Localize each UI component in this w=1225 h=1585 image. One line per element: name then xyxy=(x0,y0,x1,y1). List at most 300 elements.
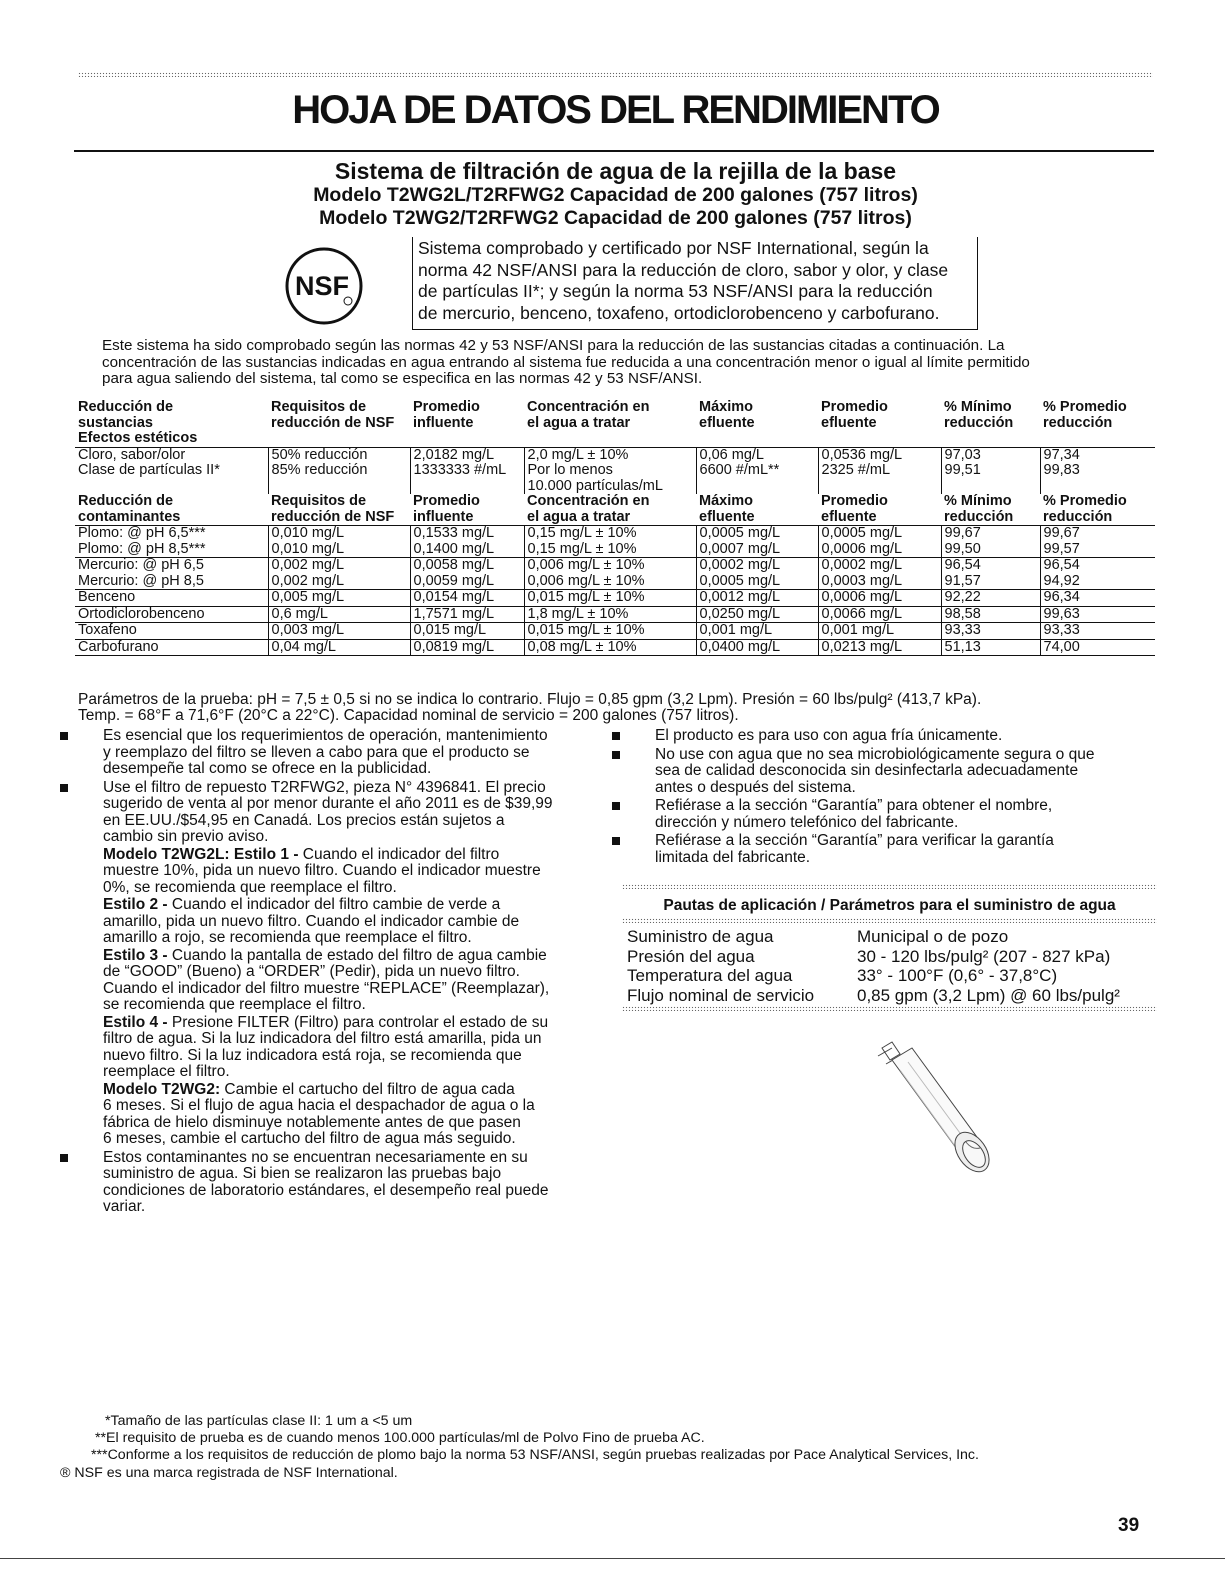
header-line: Concentración en xyxy=(527,399,650,415)
cell-line: 0,0154 mg/L xyxy=(413,589,495,605)
cell-line: 0,006 mg/L ± 10% xyxy=(527,557,645,573)
cell-line: 0,0003 mg/L xyxy=(821,572,903,589)
subtitle: Sistema de filtración de agua de la rejilla de la base xyxy=(334,158,897,184)
instruction-line: de “GOOD” (Bueno) a “ORDER” (Pedir), pida un nuevo filtro. xyxy=(103,963,520,980)
nsf-logo-text: NSF xyxy=(295,271,349,301)
bullet-line: Refiérase a la sección “Garantía” para obtener el nombre, xyxy=(655,797,1053,814)
table-cell xyxy=(1040,558,1155,590)
cell-line: 99,57 xyxy=(1043,540,1080,557)
table-cell xyxy=(410,526,524,558)
bullet-item xyxy=(612,728,1157,745)
guideline-row xyxy=(627,927,1120,947)
column-header xyxy=(524,494,696,526)
guidelines-title: Pautas de aplicación / Parámetros para el suministro de agua xyxy=(663,897,1116,914)
cert-line: Sistema comprobado y certificado por NSF International, según la xyxy=(418,238,929,258)
model-instruction xyxy=(103,1015,600,1081)
table-row xyxy=(75,606,1155,623)
instruction-label: Estilo 3 - xyxy=(103,946,168,964)
cell-line: 0,6 mg/L xyxy=(271,605,328,622)
cell-line: 0,0006 mg/L xyxy=(821,540,903,557)
cell-line: 0,1400 mg/L xyxy=(413,540,495,557)
cell-line: 2,0182 mg/L xyxy=(413,446,495,463)
cell-line: 6600 #/mL** xyxy=(699,462,780,478)
bottom-rule xyxy=(0,1558,1225,1559)
instruction-line xyxy=(103,1082,600,1099)
cert-line: de mercurio, benceno, toxafeno, ortodiclorobenceno y carbofurano. xyxy=(418,302,940,323)
table-cell xyxy=(941,606,1040,623)
instruction-line: nuevo filtro. Si la luz indicadora está roja, se recomienda que xyxy=(103,1046,522,1064)
cell-line: 0,002 mg/L xyxy=(271,572,345,589)
table-header-row xyxy=(75,400,1155,447)
table-cell xyxy=(818,639,941,656)
table-row xyxy=(75,639,1155,656)
cell-line: 1,7571 mg/L xyxy=(413,605,495,622)
table-cell xyxy=(524,558,696,590)
column-header xyxy=(696,494,818,526)
cell-line: 98,58 xyxy=(944,605,981,622)
header-line: efluente xyxy=(699,414,755,431)
bullet-item xyxy=(60,1150,600,1216)
header-line: reducción xyxy=(944,414,1014,431)
bullet-line: suministro de agua. Si bien se realizaron las pruebas bajo xyxy=(103,1165,502,1182)
cert-line: norma 42 NSF/ANSI para la reducción de cloro, sabor y olor, y clase xyxy=(418,259,949,280)
header-line: reducción de NSF xyxy=(271,414,395,431)
cell-line: 0,006 mg/L ± 10% xyxy=(527,572,645,589)
instruction-line: 6 meses, cambie el cartucho del filtro de agua más seguido. xyxy=(103,1130,516,1147)
bullet-line: variar. xyxy=(103,1198,146,1215)
cell-line: 0,0066 mg/L xyxy=(821,605,903,622)
header-line: reducción xyxy=(1043,508,1113,525)
table-cell xyxy=(410,606,524,623)
instruction-line xyxy=(103,948,600,965)
header-line: reducción de NSF xyxy=(271,508,395,525)
table-cell xyxy=(696,447,818,494)
table-cell xyxy=(1040,623,1155,640)
cell-line: Benceno xyxy=(78,589,136,605)
header-line: Efectos estéticos xyxy=(78,430,198,446)
bullet-item xyxy=(612,833,1157,866)
table-cell xyxy=(75,590,268,607)
instruction-line: amarillo, pida un nuevo filtro. Cuando el indicador cambie de xyxy=(103,912,520,930)
header-line: % Promedio xyxy=(1043,493,1127,509)
table-cell xyxy=(268,526,410,558)
instruction-line xyxy=(103,897,600,914)
column-header xyxy=(1040,494,1155,526)
water-filter-illustration xyxy=(860,1030,990,1190)
table-cell xyxy=(941,590,1040,607)
cell-line: 0,0005 mg/L xyxy=(699,572,781,589)
cell-line: 0,001 mg/L xyxy=(699,622,773,638)
model-line-1: Modelo T2WG2L/T2RFWG2 Capacidad de 200 galones (757 litros) xyxy=(313,184,918,206)
bullet-item xyxy=(60,728,600,778)
cell-line: 1,8 mg/L ± 10% xyxy=(527,605,629,622)
certification-box xyxy=(412,237,978,330)
header-line: % Mínimo xyxy=(944,399,1012,415)
bullet-line: sea de calidad desconocida sin desinfectarla adecuadamente xyxy=(655,762,1079,779)
column-header xyxy=(818,494,941,526)
table-cell xyxy=(268,639,410,656)
cell-line: 0,0002 mg/L xyxy=(699,557,781,573)
instruction-line: filtro de agua. Si la luz indicadora del filtro está amarilla, pida un xyxy=(103,1030,542,1047)
cell-line: 0,0536 mg/L xyxy=(821,446,903,463)
table-cell xyxy=(818,623,941,640)
guide-top-dots xyxy=(622,884,1157,889)
cell-line: 99,51 xyxy=(944,462,981,478)
table-cell xyxy=(410,447,524,494)
instruction-line: 0%, se recomienda que reemplace el filtro. xyxy=(103,878,397,896)
table-cell xyxy=(268,590,410,607)
cell-line: 51,13 xyxy=(944,638,981,655)
header-line: Reducción de xyxy=(78,493,174,509)
guideline-label: Presión del agua xyxy=(627,946,755,966)
test-params-line-1: Parámetros de la prueba: pH = 7,5 ± 0,5 si no se indica lo contrario. Flujo = 0,85 gpm (3,2 Lpm). Presión = 60 lbs/pulg² (413,7 kPa). xyxy=(78,691,982,708)
table-row xyxy=(75,526,1155,558)
header-line: reducción xyxy=(944,508,1014,525)
instruction-text: Cuando el indicador del filtro xyxy=(298,845,500,863)
bullet-square-icon xyxy=(612,837,620,845)
cell-line: Plomo: @ pH 6,5*** xyxy=(78,525,206,541)
header-line: Promedio xyxy=(413,493,480,509)
page-number: 39 xyxy=(1118,1515,1140,1536)
instruction-label: Modelo T2WG2: xyxy=(103,1080,221,1098)
header-line: Concentración en xyxy=(527,493,650,509)
instruction-label: Estilo 2 - xyxy=(103,896,168,913)
cell-line: Cloro, sabor/olor xyxy=(78,446,186,463)
table-cell xyxy=(941,558,1040,590)
bullet-line: en EE.UU./$54,95 en Canadá. Los precios están sujetos a xyxy=(103,811,505,829)
bullet-line: condiciones de laboratorio estándares, el desempeño real puede xyxy=(103,1181,549,1199)
bullet-square-icon xyxy=(60,732,68,740)
table-row xyxy=(75,623,1155,640)
cell-line: 0,15 mg/L ± 10% xyxy=(527,525,637,541)
intro-line: Este sistema ha sido comprobado según las normas 42 y 53 NSF/ANSI para la reducción de las sustancias citadas a continuación. La xyxy=(102,337,1005,354)
cell-line: 2,0 mg/L ± 10% xyxy=(527,446,629,463)
cell-line: 0,005 mg/L xyxy=(271,589,345,605)
cell-line: 0,08 mg/L ± 10% xyxy=(527,638,637,655)
table-cell xyxy=(818,590,941,607)
guideline-row xyxy=(627,966,1120,986)
model-instruction xyxy=(103,1082,600,1148)
header-line: efluente xyxy=(821,508,877,525)
cell-line: 0,002 mg/L xyxy=(271,557,345,573)
table-cell xyxy=(524,623,696,640)
cell-line: 0,0006 mg/L xyxy=(821,589,903,605)
table-cell xyxy=(410,590,524,607)
cell-line: 94,92 xyxy=(1043,572,1080,589)
cell-line: Plomo: @ pH 8,5*** xyxy=(78,540,206,557)
cell-line: 0,0250 mg/L xyxy=(699,605,781,622)
cell-line: 96,34 xyxy=(1043,589,1080,605)
header-line: efluente xyxy=(821,414,877,431)
instruction-line: se recomienda que reemplace el filtro. xyxy=(103,996,366,1013)
right-bullet-list xyxy=(612,728,1157,868)
cell-line: 99,63 xyxy=(1043,605,1080,622)
guideline-value: 30 - 120 lbs/pulg² (207 - 827 kPa) xyxy=(857,946,1111,966)
header-line: Requisitos de xyxy=(271,399,367,415)
table-cell xyxy=(696,623,818,640)
instruction-label: Estilo 4 - xyxy=(103,1013,168,1031)
cell-line: 10.000 partículas/mL xyxy=(527,477,663,494)
guideline-row xyxy=(627,986,1120,1006)
footnote: ® NSF es una marca registrada de NSF International. xyxy=(60,1464,398,1481)
column-header xyxy=(75,494,268,526)
instruction-text: Presione FILTER (Filtro) para controlar el estado de su xyxy=(167,1013,549,1031)
table-header-row xyxy=(75,494,1155,526)
guide-mid-dots xyxy=(622,918,1157,923)
guideline-value: Municipal o de pozo xyxy=(857,927,1009,946)
intro-paragraph xyxy=(102,338,1162,388)
header-line: Reducción de xyxy=(78,399,174,415)
column-header xyxy=(818,400,941,447)
header-line: contaminantes xyxy=(78,508,181,525)
table-cell xyxy=(268,558,410,590)
header-line: % Mínimo xyxy=(944,493,1012,509)
cell-line: 91,57 xyxy=(944,572,981,589)
bullet-square-icon xyxy=(60,1154,68,1162)
header-line: % Promedio xyxy=(1043,399,1127,415)
bullet-square-icon xyxy=(612,802,620,810)
cell-line: 0,015 mg/L ± 10% xyxy=(527,589,645,605)
bullet-line: El producto es para uso con agua fría únicamente. xyxy=(655,727,1003,744)
column-header xyxy=(524,400,696,447)
bullet-square-icon xyxy=(612,732,620,740)
left-bullet-list xyxy=(60,728,600,1218)
table-cell xyxy=(941,623,1040,640)
cell-line: 0,0059 mg/L xyxy=(413,572,495,589)
header-line: reducción xyxy=(1043,414,1113,431)
column-header xyxy=(75,400,268,447)
column-header xyxy=(410,494,524,526)
column-header xyxy=(1040,400,1155,447)
bullet-line: cambio sin previo aviso. xyxy=(103,828,269,845)
footnotes xyxy=(60,1413,979,1482)
cell-line: 99,67 xyxy=(944,525,981,541)
instruction-line: fábrica de hielo disminuye notablemente antes de que pasen xyxy=(103,1113,521,1131)
cell-line: 0,015 mg/L ± 10% xyxy=(527,622,645,638)
bullet-line: sugerido de venta al por menor durante el año 2011 es de $39,99 xyxy=(103,795,553,812)
cell-line: 0,003 mg/L xyxy=(271,622,345,638)
table-cell xyxy=(410,558,524,590)
bullet-line: Use el filtro de repuesto T2RFWG2, pieza N° 4396841. El precio xyxy=(103,778,546,796)
guide-bottom-dots xyxy=(622,1006,1157,1011)
bullet-square-icon xyxy=(60,784,68,792)
header-line: Promedio xyxy=(413,399,480,415)
cell-line: 99,50 xyxy=(944,540,981,557)
table-cell xyxy=(818,606,941,623)
cell-line: 96,54 xyxy=(1043,557,1080,573)
nsf-logo-icon xyxy=(284,246,364,326)
bullet-square-icon xyxy=(612,751,620,759)
column-header xyxy=(410,400,524,447)
table-cell xyxy=(696,590,818,607)
table-cell xyxy=(524,590,696,607)
column-header xyxy=(268,400,410,447)
cell-line: 0,04 mg/L xyxy=(271,638,336,655)
model-line-2: Modelo T2WG2/T2RFWG2 Capacidad de 200 galones (757 litros) xyxy=(319,207,912,229)
guideline-label: Temperatura del agua xyxy=(627,966,793,985)
column-header xyxy=(941,494,1040,526)
table-row xyxy=(75,590,1155,607)
cell-line: 92,22 xyxy=(944,589,981,605)
cell-line: 96,54 xyxy=(944,557,981,573)
cell-line: Mercurio: @ pH 6,5 xyxy=(78,557,204,573)
model-instruction xyxy=(103,897,600,947)
cell-line: 0,010 mg/L xyxy=(271,525,345,541)
page-title: HOJA DE DATOS DEL RENDIMIENTO xyxy=(292,88,939,132)
column-header xyxy=(696,400,818,447)
instruction-line xyxy=(103,1015,600,1032)
bullet-line: antes o después del sistema. xyxy=(655,778,856,796)
table-cell xyxy=(818,447,941,494)
header-line: influente xyxy=(413,414,474,431)
cell-line: 93,33 xyxy=(944,622,981,638)
table-cell xyxy=(410,623,524,640)
cell-line: 0,0007 mg/L xyxy=(699,540,781,557)
header-line: influente xyxy=(413,508,474,525)
table-cell xyxy=(524,447,696,494)
guideline-row xyxy=(627,947,1120,967)
table-cell xyxy=(941,526,1040,558)
table-cell xyxy=(75,558,268,590)
header-line: Máximo xyxy=(699,493,753,509)
instruction-line: reemplace el filtro. xyxy=(103,1063,230,1080)
table-cell xyxy=(941,447,1040,494)
table-cell xyxy=(696,606,818,623)
table-cell xyxy=(75,623,268,640)
header-line: sustancias xyxy=(78,414,153,431)
cell-line: Toxafeno xyxy=(78,622,137,638)
cell-line: 0,1533 mg/L xyxy=(413,525,495,541)
cell-line: 0,0002 mg/L xyxy=(821,557,903,573)
bullet-item xyxy=(60,780,600,1148)
bullet-line: No use con agua que no sea microbiológicamente segura o que xyxy=(655,745,1095,763)
cell-line: 0,0400 mg/L xyxy=(699,638,781,655)
table-cell xyxy=(1040,526,1155,558)
table-cell xyxy=(1040,447,1155,494)
footnote: ***Conforme a los requisitos de reducción de plomo bajo la norma 53 NSF/ANSI, según pruebas realizadas por Pace Analytical Services, Inc. xyxy=(91,1447,979,1464)
table-cell xyxy=(524,639,696,656)
column-header xyxy=(268,494,410,526)
cell-line: 2325 #/mL xyxy=(821,462,891,478)
cell-line: 0,06 mg/L xyxy=(699,446,764,463)
bullet-line: y reemplazo del filtro se lleven a cabo para que el producto se xyxy=(103,743,530,761)
cell-line: 85% reducción xyxy=(271,462,368,478)
cell-line: 0,0005 mg/L xyxy=(699,525,781,541)
header-line: Promedio xyxy=(821,493,888,509)
bullet-line: Estos contaminantes no se encuentran necesariamente en su xyxy=(103,1148,528,1166)
table-cell xyxy=(818,526,941,558)
cell-line: Por lo menos xyxy=(527,462,613,478)
table-cell xyxy=(75,606,268,623)
instruction-line xyxy=(103,847,600,864)
intro-line: para agua saliendo del sistema, tal como se especifica en las normas 42 y 53 NSF/ANSI. xyxy=(102,370,703,387)
instruction-line: 6 meses. Si el flujo de agua hacia el despachador de agua o la xyxy=(103,1097,535,1114)
cell-line: 0,0819 mg/L xyxy=(413,638,495,655)
cell-line: 74,00 xyxy=(1043,638,1080,655)
cell-line: 50% reducción xyxy=(271,446,368,463)
cell-line: 0,010 mg/L xyxy=(271,540,345,557)
footnote: *Tamaño de las partículas clase II: 1 um a <5 um xyxy=(105,1413,413,1429)
table-cell xyxy=(1040,639,1155,656)
table-cell xyxy=(696,639,818,656)
cell-line: 0,15 mg/L ± 10% xyxy=(527,540,637,557)
table-cell xyxy=(818,558,941,590)
guidelines-table xyxy=(627,927,1120,1005)
table-cell xyxy=(1040,606,1155,623)
bullet-line: Refiérase a la sección “Garantía” para verificar la garantía xyxy=(655,832,1054,849)
table-cell xyxy=(524,526,696,558)
table-cell xyxy=(75,447,268,494)
cell-line: Clase de partículas II* xyxy=(78,462,220,478)
instruction-line: amarillo a rojo, se recomienda que reemplace el filtro. xyxy=(103,929,472,946)
cell-line: 0,0012 mg/L xyxy=(699,589,781,605)
table-cell xyxy=(941,639,1040,656)
header-line: el agua a tratar xyxy=(527,414,631,431)
cell-line: 99,67 xyxy=(1043,525,1080,541)
table-cell xyxy=(268,447,410,494)
table-cell xyxy=(410,639,524,656)
guideline-value: 33° - 100°F (0,6° - 37,8°C) xyxy=(857,966,1058,985)
table-cell xyxy=(696,558,818,590)
bullet-line: dirección y número telefónico del fabricante. xyxy=(655,813,959,831)
header-line: Promedio xyxy=(821,399,888,415)
table-cell xyxy=(268,623,410,640)
instruction-label: Modelo T2WG2L: Estilo 1 - xyxy=(103,845,299,863)
guideline-value: 0,85 gpm (3,2 Lpm) @ 60 lbs/pulg² xyxy=(857,985,1120,1005)
bullet-item xyxy=(612,747,1157,797)
bullet-item xyxy=(612,798,1157,831)
header-line: efluente xyxy=(699,508,755,525)
bullet-line: Es esencial que los requerimientos de operación, mantenimiento xyxy=(103,727,548,744)
model-instruction xyxy=(103,847,600,897)
cell-line: 1333333 #/mL xyxy=(413,462,507,478)
instruction-text: Cambie el cartucho del filtro de agua cada xyxy=(220,1080,515,1098)
title-rule xyxy=(74,150,1154,152)
intro-line: concentración de las sustancias indicadas en agua entrando al sistema fue reducida a una concentración menor o igual al límite permitido xyxy=(102,353,1030,371)
cell-line: 0,0213 mg/L xyxy=(821,638,903,655)
instruction-line: Cuando el indicador del filtro muestre “REPLACE” (Reemplazar), xyxy=(103,979,550,997)
cell-line: Mercurio: @ pH 8,5 xyxy=(78,572,204,589)
bullet-line: limitada del fabricante. xyxy=(655,848,811,866)
cell-line: 0,0058 mg/L xyxy=(413,557,495,573)
performance-table xyxy=(75,400,1155,656)
instruction-text: Cuando la pantalla de estado del filtro de agua cambie xyxy=(167,946,547,964)
test-params-line-2: Temp. = 68°F a 71,6°F (20°C a 22°C). Capacidad nominal de servicio = 200 galones (757 litros). xyxy=(78,707,739,724)
table-cell xyxy=(524,606,696,623)
table-cell xyxy=(696,526,818,558)
cell-line: 99,83 xyxy=(1043,462,1080,478)
table-cell xyxy=(75,526,268,558)
table-row xyxy=(75,558,1155,590)
column-header xyxy=(941,400,1040,447)
table-row xyxy=(75,447,1155,494)
footnote: **El requisito de prueba es de cuando menos 100.000 partículas/ml de Polvo Fino de prueba AC. xyxy=(95,1430,705,1447)
header-line: Máximo xyxy=(699,399,753,415)
guideline-label: Suministro de agua xyxy=(627,927,774,946)
cell-line: Ortodiclorobenceno xyxy=(78,605,205,622)
header-line: Requisitos de xyxy=(271,493,367,509)
table-cell xyxy=(1040,590,1155,607)
instruction-text: Cuando el indicador del filtro cambie de verde a xyxy=(167,896,501,913)
bullet-line: desempeñe tal como se ofrece en la publicidad. xyxy=(103,760,432,777)
model-instruction xyxy=(103,948,600,1014)
instruction-line: muestre 10%, pida un nuevo filtro. Cuando el indicador muestre xyxy=(103,862,541,879)
cell-line: 97,34 xyxy=(1043,446,1080,463)
cell-line: 0,0005 mg/L xyxy=(821,525,903,541)
top-dotted-rule xyxy=(78,72,1153,77)
header-line: el agua a tratar xyxy=(527,508,631,525)
cell-line: 97,03 xyxy=(944,446,981,463)
